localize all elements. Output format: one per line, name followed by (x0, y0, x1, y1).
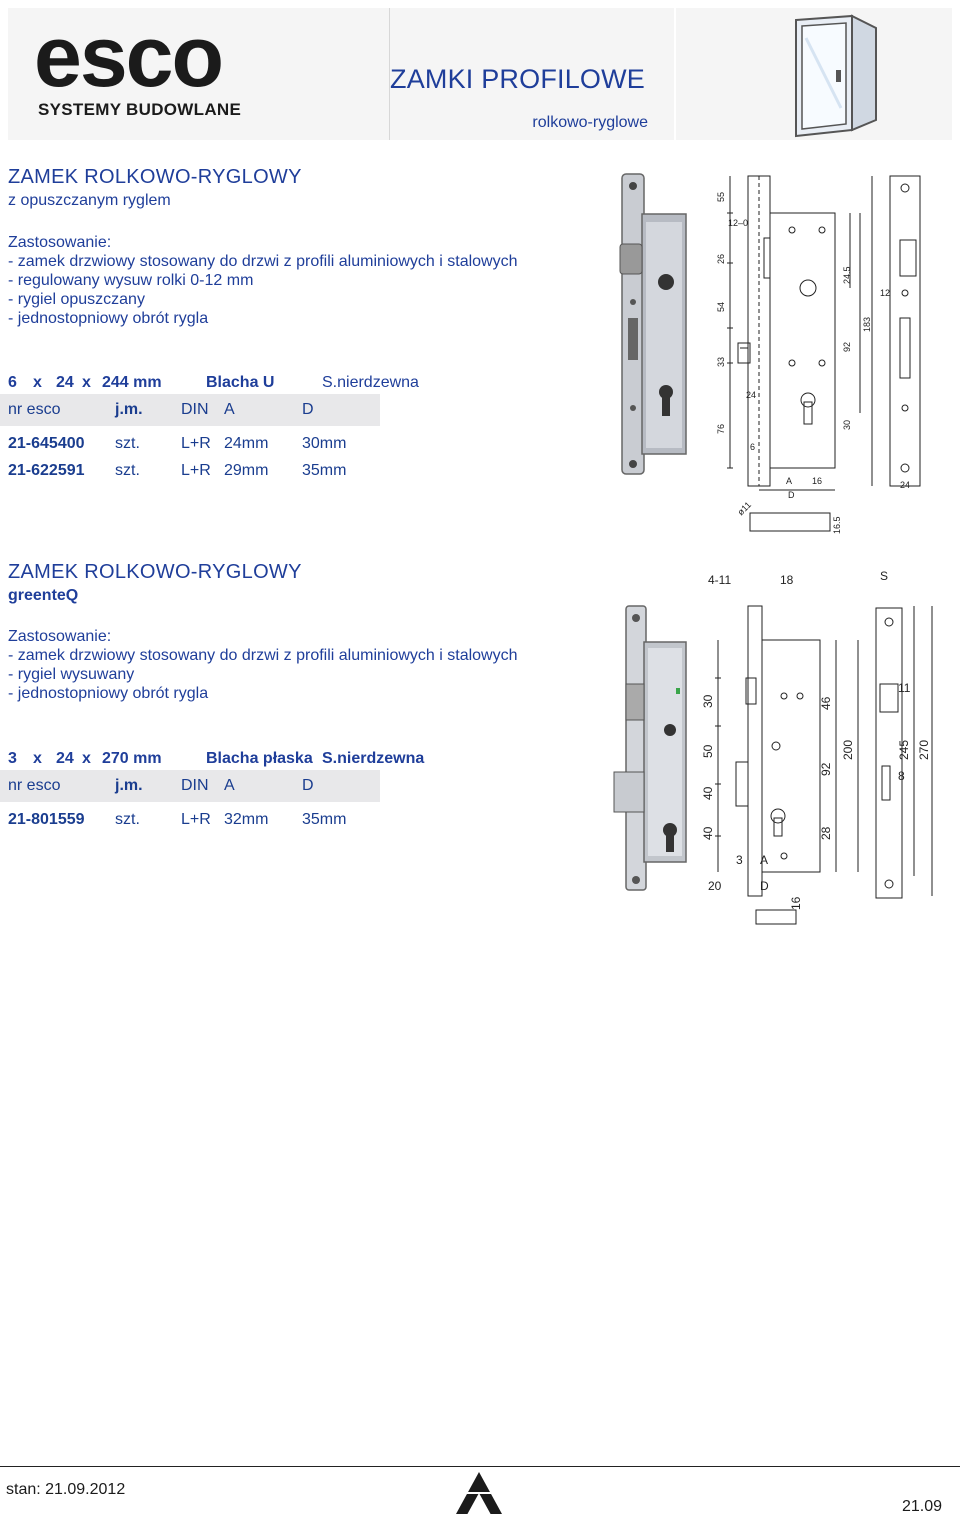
catalog-subtitle: rolkowo-ryglowe (532, 114, 648, 131)
spec-x: x (82, 374, 91, 391)
dim-label: 8 (898, 769, 905, 783)
dim-label: 20 (708, 879, 722, 893)
dim-label: 28 (819, 826, 833, 840)
lock-drawing-1 (700, 168, 960, 546)
spec-length: 244 mm (102, 374, 162, 391)
cell-a: 29mm (224, 462, 269, 479)
section1-subtitle: z opuszczanym ryglem (8, 192, 171, 209)
cell-a: 24mm (224, 435, 269, 452)
usage-item: - zamek drzwiowy stosowany do drzwi z profili aluminiowych i stalowych (8, 647, 518, 664)
spec-material: S.nierdzewna (322, 374, 419, 391)
section1-usage (8, 233, 518, 328)
col-jm-header: j.m. (115, 777, 143, 794)
usage-item: - rygiel wysuwany (8, 666, 135, 683)
col-a-header: A (224, 401, 235, 418)
spec-material: S.nierdzewna (322, 750, 425, 767)
col-a-header: A (224, 777, 235, 794)
window-icon-box (676, 8, 952, 140)
document-date: stan: 21.09.2012 (6, 1481, 126, 1498)
lock-drawing-2 (696, 566, 960, 944)
spec-width: 24 (56, 750, 74, 767)
usage-heading: Zastosowanie: (8, 628, 112, 645)
cell-jm: szt. (115, 435, 140, 452)
dim-label: D (760, 879, 769, 893)
col-nr-header: nr esco (8, 777, 61, 794)
logo-box (8, 8, 390, 140)
usage-item: - jednostopniowy obrót rygla (8, 685, 209, 702)
usage-item: - zamek drzwiowy stosowany do drzwi z profili aluminiowych i stalowych (8, 253, 518, 270)
footer-divider (0, 1466, 960, 1467)
dim-label: 245 (897, 739, 911, 760)
col-d-header: D (302, 401, 314, 418)
dim-label: 270 (917, 739, 931, 760)
title-box (390, 8, 674, 140)
cell-din: L+R (181, 811, 211, 828)
spec-x: x (82, 750, 91, 767)
col-d-header: D (302, 777, 314, 794)
spec-plate: Blacha U (206, 374, 275, 391)
dim-label: 4-11 (708, 573, 732, 587)
page-number: 21.09 (901, 1498, 942, 1515)
dim-label: 40 (701, 786, 715, 800)
dim-label: 92 (842, 341, 852, 352)
window-icon (676, 8, 952, 140)
section2-usage (8, 627, 518, 703)
dim-label: 33 (716, 356, 726, 367)
usage-heading: Zastosowanie: (8, 234, 112, 251)
catalog-title: ZAMKI PROFILOWE (390, 64, 646, 94)
dim-label: 18 (780, 573, 794, 587)
cell-a: 32mm (224, 811, 269, 828)
dim-label: 11 (898, 681, 911, 695)
dim-label: 46 (819, 696, 833, 710)
dim-label: A (760, 853, 769, 867)
dim-label: D (788, 490, 795, 500)
table-row (0, 811, 380, 833)
cell-nr: 21-622591 (8, 462, 85, 479)
page-header (0, 0, 960, 150)
cell-d: 35mm (302, 811, 347, 828)
section2-table-header (0, 770, 380, 802)
dim-label: A (786, 476, 793, 486)
dim-label: 24 (746, 390, 757, 400)
cell-din: L+R (181, 462, 211, 479)
dim-label: 16 (789, 896, 803, 910)
dim-label: 54 (716, 301, 726, 312)
spec-x: x (33, 750, 42, 767)
dim-label: S (880, 569, 889, 583)
cell-d: 35mm (302, 462, 347, 479)
cell-din: L+R (181, 435, 211, 452)
spec-width: 24 (56, 374, 74, 391)
spec-plate: Blacha płaska (206, 750, 313, 767)
dim-label: 76 (716, 423, 726, 434)
dim-label: 30 (701, 694, 715, 708)
dim-label: 200 (841, 739, 855, 760)
dim-label: 12–0 (728, 218, 749, 228)
table-row (0, 462, 380, 484)
section1-title: ZAMEK ROLKOWO-RYGLOWY (8, 166, 302, 188)
cell-jm: szt. (115, 462, 140, 479)
col-din-header: DIN (181, 777, 209, 794)
dim-label: 24.5 (842, 266, 852, 284)
section2-subtitle: greenteQ (8, 587, 79, 604)
dim-label: 92 (819, 762, 833, 776)
cell-nr: 21-801559 (8, 811, 85, 828)
section2-title: ZAMEK ROLKOWO-RYGLOWY (8, 561, 302, 583)
dim-label: 26 (716, 253, 726, 264)
company-logo: esco (34, 9, 223, 105)
table-row (0, 435, 380, 457)
dim-label: 40 (701, 826, 715, 840)
cell-nr: 21-645400 (8, 435, 85, 452)
dim-label: ø11 (735, 499, 754, 518)
dim-label: 12 (880, 288, 891, 298)
dim-label: 16.5 (832, 516, 842, 534)
spec-x: x (33, 374, 42, 391)
usage-item: - rygiel opuszczany (8, 291, 145, 308)
section2-spec (8, 750, 448, 770)
triangle-logo-icon (454, 1470, 504, 1516)
dim-label: 6 (750, 442, 756, 452)
dim-label: 24 (900, 480, 911, 490)
spec-thickness: 3 (8, 750, 17, 767)
dim-label: 50 (701, 744, 715, 758)
usage-item: - jednostopniowy obrót rygla (8, 310, 209, 327)
dim-label: 3 (736, 853, 743, 867)
col-jm-header: j.m. (115, 401, 143, 418)
dim-label: 16 (812, 476, 823, 486)
lock-photo-1 (612, 172, 692, 478)
lock-photo-2 (612, 604, 692, 894)
spec-length: 270 mm (102, 750, 162, 767)
usage-item: - regulowany wysuw rolki 0-12 mm (8, 272, 254, 289)
section1-spec (8, 374, 448, 394)
section1-table-header (0, 394, 380, 426)
dim-label: 30 (842, 419, 852, 430)
col-din-header: DIN (181, 401, 209, 418)
spec-thickness: 6 (8, 374, 17, 391)
dim-label: 55 (716, 191, 726, 202)
col-nr-header: nr esco (8, 401, 61, 418)
cell-d: 30mm (302, 435, 347, 452)
dim-label: 183 (862, 316, 872, 332)
cell-jm: szt. (115, 811, 140, 828)
company-tagline: SYSTEMY BUDOWLANE (38, 100, 242, 119)
